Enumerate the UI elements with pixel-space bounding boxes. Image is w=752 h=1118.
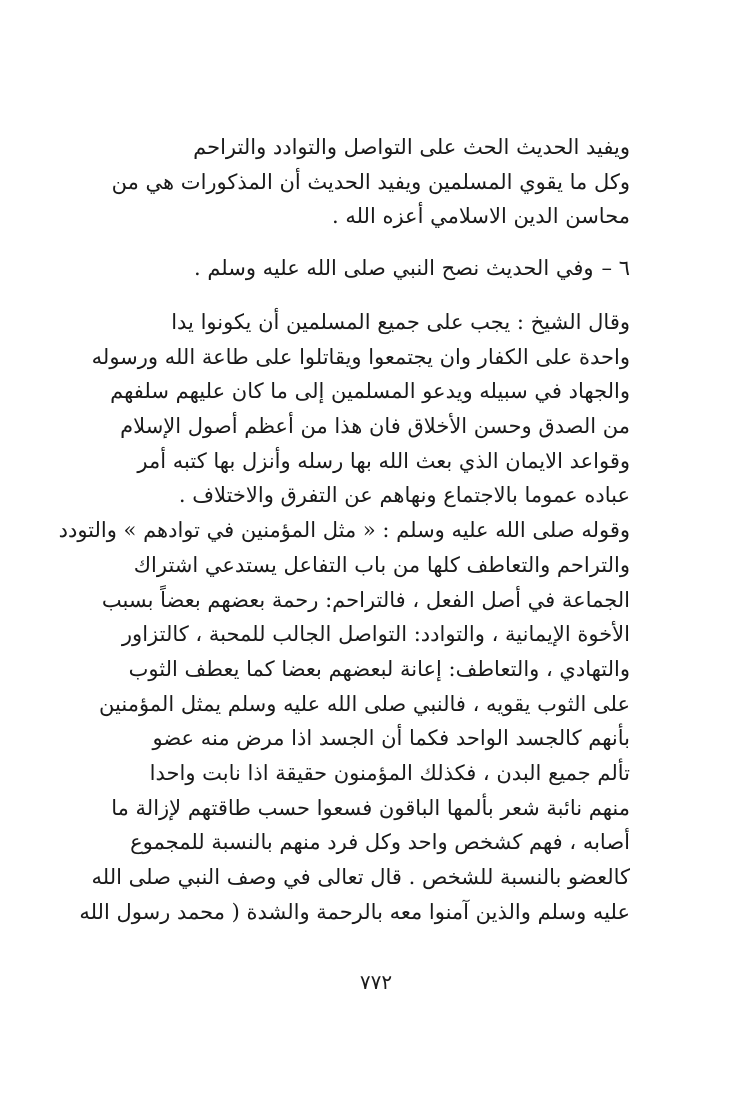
paragraph-line: ويفيد الحديث الحث على التواصل والتوادد والتراحم — [193, 135, 630, 159]
paragraph-line: عليه وسلم والذين آمنوا معه بالرحمة والشدة ( محمد رسول الله — [79, 899, 630, 924]
point-6-line — [118, 251, 630, 286]
paragraph-line: منهم نائبة شعر بألمها الباقون فسعوا حسب طاقتهم لإزالة ما — [111, 795, 630, 820]
paragraph-line: وقواعد الايمان الذي بعث الله بها رسله وأنزل بها كتبه أمر — [137, 448, 630, 473]
paragraph-line: والتراحم والتعاطف كلها من باب التفاعل يستدعي اشتراك — [133, 552, 630, 577]
paragraph-2 — [58, 305, 630, 929]
paragraph-line: محاسن الدين الاسلامي أعزه الله . — [331, 204, 630, 229]
paragraph-line: الأخوة الإيمانية ، والتوادد: التواصل الجالب للمحبة ، كالتزاور — [121, 622, 630, 647]
paragraph-line: كالعضو بالنسبة للشخص . قال تعالى في وصف النبي صلى الله — [91, 865, 630, 889]
paragraph-line: تألم جميع البدن ، فكذلك المؤمنون حقيقة اذا نابت واحدا — [149, 760, 630, 785]
paragraph-line: وكل ما يقوي المسلمين ويفيد الحديث أن المذكورات هي من — [111, 169, 630, 194]
paragraph-line: واحدة على الكفار وان يجتمعوا ويقاتلوا على طاعة الله ورسوله — [91, 344, 630, 369]
point-6 — [118, 251, 630, 286]
paragraph-line: وقال الشيخ : يجب على جميع المسلمين أن يكونوا يدا — [171, 310, 630, 334]
paragraph-line: بأنهم كالجسد الواحد فكما أن الجسد اذا مرض منه عضو — [152, 726, 630, 751]
paragraph-1 — [111, 130, 630, 234]
paragraph-line: وقوله صلى الله عليه وسلم : « مثل المؤمنين في توادهم » والتودد — [58, 518, 630, 543]
paragraph-line: أصابه ، فهم كشخص واحد وكل فرد منهم بالنسبة للمجموع — [130, 830, 630, 855]
page-number: ٧٧٢ — [359, 970, 393, 994]
paragraph-line: من الصدق وحسن الأخلاق فان هذا من أعظم أصول الإسلام — [120, 414, 630, 439]
paragraph-line: على الثوب يقويه ، فالنبي صلى الله عليه وسلم يمثل المؤمنين — [99, 691, 630, 716]
point-6-text: وفي الحديث نصح النبي صلى الله عليه وسلم . — [193, 256, 594, 280]
paragraph-line: الجماعة في أصل الفعل ، فالتراحم: رحمة بعضهم بعضاً بسبب — [101, 587, 630, 612]
paragraph-line: والتهادي ، والتعاطف: إعانة لبعضهم بعضا كما يعطف الثوب — [128, 656, 630, 681]
point-6-number: ٦ – — [601, 256, 630, 280]
paragraph-line: عباده عموما بالاجتماع ونهاهم عن التفرق والاختلاف . — [178, 483, 630, 508]
paragraph-line: والجهاد في سبيله ويدعو المسلمين إلى ما كان عليهم سلفهم — [110, 379, 630, 404]
